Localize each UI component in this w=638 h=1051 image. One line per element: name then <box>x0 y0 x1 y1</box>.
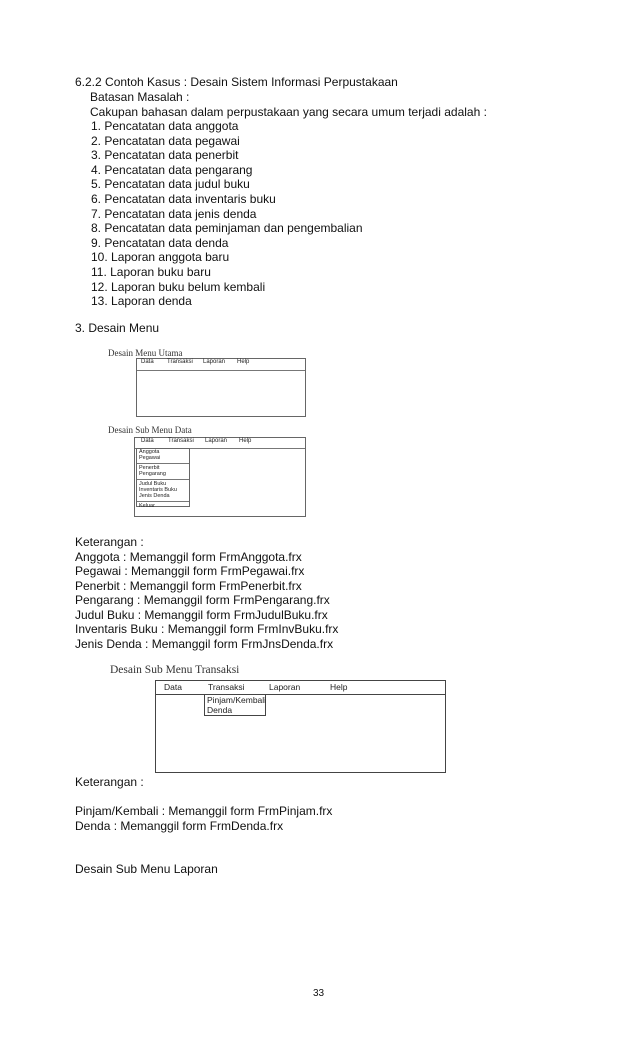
section-desain-menu: 3. Desain Menu <box>75 321 160 335</box>
list-item: 9. Pencatatan data denda <box>91 235 229 250</box>
menu-item-jenis-denda[interactable]: Jenis Denda <box>139 493 170 500</box>
list-item: 2. Pencatatan data pegawai <box>91 133 240 148</box>
keterangan-item: Denda : Memanggil form FrmDenda.frx <box>75 818 284 833</box>
menu-item-anggota[interactable]: Anggota <box>139 449 160 455</box>
data-dropdown <box>136 448 190 507</box>
keterangan-item: Penerbit : Memanggil form FrmPenerbit.frx <box>75 578 302 593</box>
menu-item-pegawai[interactable]: Pegawai <box>139 455 161 462</box>
menu-item-pengarang[interactable]: Pengarang <box>139 471 166 478</box>
data-submenu-window <box>134 437 306 517</box>
problem-list <box>75 119 363 309</box>
menu-laporan[interactable]: Laporan <box>203 359 226 365</box>
batasan-label: Batasan Masalah : <box>90 90 190 104</box>
menu-help[interactable]: Help <box>330 682 348 692</box>
menu-data[interactable]: Data <box>141 438 154 444</box>
list-item: 12. Laporan buku belum kembali <box>91 279 266 294</box>
menu-item-pinjam-kembali[interactable]: Pinjam/Kembali <box>207 695 267 705</box>
menu-transaksi[interactable]: Transaksi <box>168 438 194 444</box>
menu-separator <box>137 463 189 464</box>
menu-data[interactable]: Data <box>164 682 182 692</box>
section-heading: 6.2.2 Contoh Kasus : Desain Sistem Informasi Perpustakaan <box>75 75 398 89</box>
keterangan-label: Keterangan : <box>75 535 144 549</box>
keterangan-item: Pegawai : Memanggil form FrmPegawai.frx <box>75 564 305 579</box>
menu-help[interactable]: Help <box>239 438 252 444</box>
menu-transaksi[interactable]: Transaksi <box>208 682 245 692</box>
menu-separator <box>137 479 189 480</box>
list-item: 11. Laporan buku baru <box>91 264 211 279</box>
menu-item-inventaris-buku[interactable]: Inventaris Buku <box>139 487 177 494</box>
menu-item-denda[interactable]: Denda <box>207 704 233 715</box>
cakupan-text: Cakupan bahasan dalam perpustakaan yang secara umum terjadi adalah : <box>90 104 487 119</box>
main-menu-window <box>136 358 306 417</box>
figure-caption: Desain Sub Menu Transaksi <box>110 664 240 676</box>
keterangan-item: Anggota : Memanggil form FrmAnggota.frx <box>75 549 302 564</box>
menu-item-judul-buku[interactable]: Judul Buku <box>139 480 167 487</box>
keterangan-list <box>75 804 332 833</box>
list-item: 7. Pencatatan data jenis denda <box>91 206 257 221</box>
keterangan-item: Jenis Denda : Memanggil form FrmJnsDenda.frx <box>75 637 334 652</box>
menu-separator <box>137 501 189 502</box>
menu-item-keluar[interactable]: Keluar <box>139 502 155 509</box>
menu-laporan[interactable]: Laporan <box>269 682 301 692</box>
section-laporan: Desain Sub Menu Laporan <box>75 862 218 876</box>
list-item: 4. Pencatatan data pengarang <box>91 162 253 177</box>
list-item: 6. Pencatatan data inventaris buku <box>91 191 276 206</box>
keterangan-list <box>75 550 338 652</box>
keterangan-label: Keterangan : <box>75 775 144 789</box>
keterangan-item: Judul Buku : Memanggil form FrmJudulBuku.frx <box>75 607 328 622</box>
menu-help[interactable]: Help <box>237 359 250 365</box>
menu-item-penerbit[interactable]: Penerbit <box>139 464 160 471</box>
menu-bar <box>156 681 445 695</box>
transaksi-dropdown <box>204 694 266 716</box>
keterangan-item: Inventaris Buku : Memanggil form FrmInvBuku.frx <box>75 622 339 637</box>
figure-caption: Desain Menu Utama <box>108 348 183 358</box>
keterangan-item: Pengarang : Memanggil form FrmPengarang.frx <box>75 593 330 608</box>
list-item: 13. Laporan denda <box>91 294 192 309</box>
list-item: 8. Pencatatan data peminjaman dan pengembalian <box>91 221 363 236</box>
menu-data[interactable]: Data <box>141 359 154 365</box>
list-item: 1. Pencatatan data anggota <box>91 119 239 133</box>
list-item: 5. Pencatatan data judul buku <box>91 177 250 192</box>
menu-laporan[interactable]: Laporan <box>205 438 228 444</box>
page-number: 33 <box>313 988 325 999</box>
list-item: 3. Pencatatan data penerbit <box>91 148 239 163</box>
list-item: 10. Laporan anggota baru <box>91 250 230 265</box>
figure-caption: Desain Sub Menu Data <box>108 425 192 435</box>
menu-transaksi[interactable]: Transaksi <box>167 359 193 365</box>
transaksi-submenu-window <box>155 680 446 773</box>
menu-bar <box>137 359 305 371</box>
keterangan-item: Pinjam/Kembali : Memanggil form FrmPinjam.frx <box>75 804 333 818</box>
